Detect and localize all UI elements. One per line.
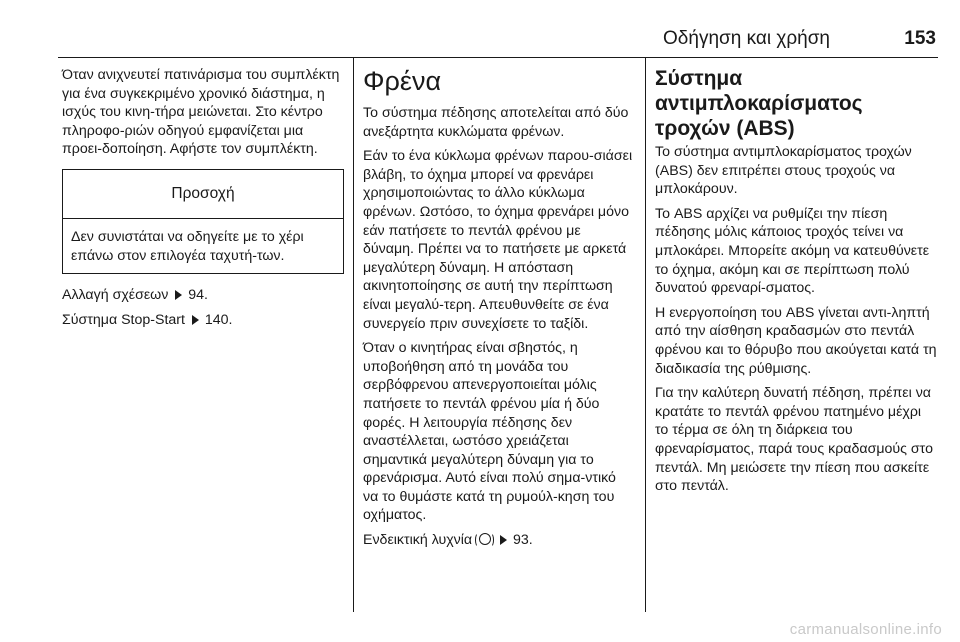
brakes-paragraph-2: Εάν το ένα κύκλωμα φρένων παρου-σιάσει βλάβη, το όχημα μπορεί να φρενάρει χρησιμοποιώντας το άλλο κύκλωμα φρένων. Ωστόσο, το όχημα φρενάρει μόνο εάν πατήσετε το πεντάλ φρένου με δύναμη. Πρέπει να το πατήσετε με αρκετά μεγαλύτερη δύναμη. Η απόσταση ακινητοποίησης σε αυτή την περίπτωση είναι μεγαλύ-τερη. Απευθυνθείτε σε ένα συνεργείο πριν συνεχίσετε το ταξίδι. xyxy=(363,148,633,332)
cross-reference-warning-lamp xyxy=(363,531,635,550)
caution-text: Δεν συνιστάται να οδηγείτε με το χέρι επάνω στον επιλογέα ταχυτή-των. xyxy=(71,228,304,264)
reference-page-link[interactable]: 140. xyxy=(204,311,233,328)
column-divider-1 xyxy=(353,58,354,612)
abs-paragraph-3: Η ενεργοποίηση του ABS γίνεται αντι-ληπτή από την αίσθηση κραδασμών στο πεντάλ φρένου και το θόρυβο που ακούγεται κατά τη διαδικασία της ρύθμισης. xyxy=(655,304,937,377)
reference-page-link[interactable]: 93. xyxy=(512,532,533,549)
reference-text: Ενδεικτική λυχνία xyxy=(363,532,473,549)
cross-reference-stop-start xyxy=(62,311,344,330)
reference-page-link[interactable]: 94. xyxy=(188,287,208,304)
cross-reference-gearshift xyxy=(62,286,344,305)
section-heading-abs: Σύστημα αντιμπλοκαρίσματος τροχών (ABS) xyxy=(655,67,863,140)
page-number: 153 xyxy=(904,28,936,49)
caution-box xyxy=(62,169,344,274)
abs-paragraph-2: Το ABS αρχίζει να ρυθμίζει την πίεση πέδησης μόλις κάποιος τροχός τείνει να μπλοκάρει. Μπορείτε ακόμη να κατευθύνετε το όχημα, ακόμη και σε περίπτωση πολύ δυνατού φρεναρί-σματος. xyxy=(655,205,930,297)
watermark: carmanualsonline.info xyxy=(789,621,942,638)
intro-paragraph: Όταν ανιχνευτεί πατινάρισμα του συμπλέκτη για ένα συγκεκριμένο χρονικό διάστημα, η ισχύς του κινη-τήρα μειώνεται. Στο κέντρο πληροφο-ριών οδηγού εμφανίζεται μια προει-δοποίηση. Αφήστε τον συμπλέκτη. xyxy=(62,67,340,158)
column-3 xyxy=(655,66,938,502)
section-heading-brakes: Φρένα xyxy=(363,66,442,96)
header-rule xyxy=(58,57,938,58)
column-2 xyxy=(363,66,635,556)
caution-title: Προσοχή xyxy=(63,170,343,219)
brakes-paragraph-3: Όταν ο κινητήρας είναι σβηστός, η υποβοήθηση από τη μονάδα του σερβόφρενου απενεργοποιείται μόλις πατήσετε το πεντάλ φρένου μία ή δύο φορές. Η λειτουργία πέδησης δεν αναστέλλεται, ωστόσο χρειάζεται σημαντικά μεγαλύτερη δύναμη για το φρενάρισμα. Αυτό είναι πολύ σημα-ντικό να το θυμάστε κατά τη ρυμούλ-κηση του οχήματος. xyxy=(363,340,616,524)
header-title: Οδήγηση και χρήση xyxy=(663,28,830,49)
brakes-paragraph-1: Το σύστημα πέδησης αποτελείται από δύο ανεξάρτητα κυκλώματα φρένων. xyxy=(363,105,629,140)
reference-text: Σύστημα Stop-Start xyxy=(62,311,185,328)
brake-warning-icon xyxy=(477,533,492,546)
column-divider-2 xyxy=(645,58,646,612)
page-arrow-icon xyxy=(500,535,507,545)
reference-text: Αλλαγή σχέσεων xyxy=(62,287,169,304)
abs-paragraph-1: Το σύστημα αντιμπλοκαρίσματος τροχών (ABS) δεν επιτρέπει στους τροχούς να μπλοκάρουν. xyxy=(655,144,912,198)
abs-paragraph-4: Για την καλύτερη δυνατή πέδηση, πρέπει να κρατάτε το πεντάλ φρένου πατημένο μέχρι το τέρμα σε όλη τη διάρκεια του φρεναρίσματος, παρά τους κραδασμούς στο πεντάλ. Μη μειώσετε την πίεση που ασκείτε στο πεντάλ. xyxy=(655,385,933,495)
column-1 xyxy=(62,66,344,335)
page-arrow-icon xyxy=(192,315,199,325)
page-arrow-icon xyxy=(175,290,182,300)
